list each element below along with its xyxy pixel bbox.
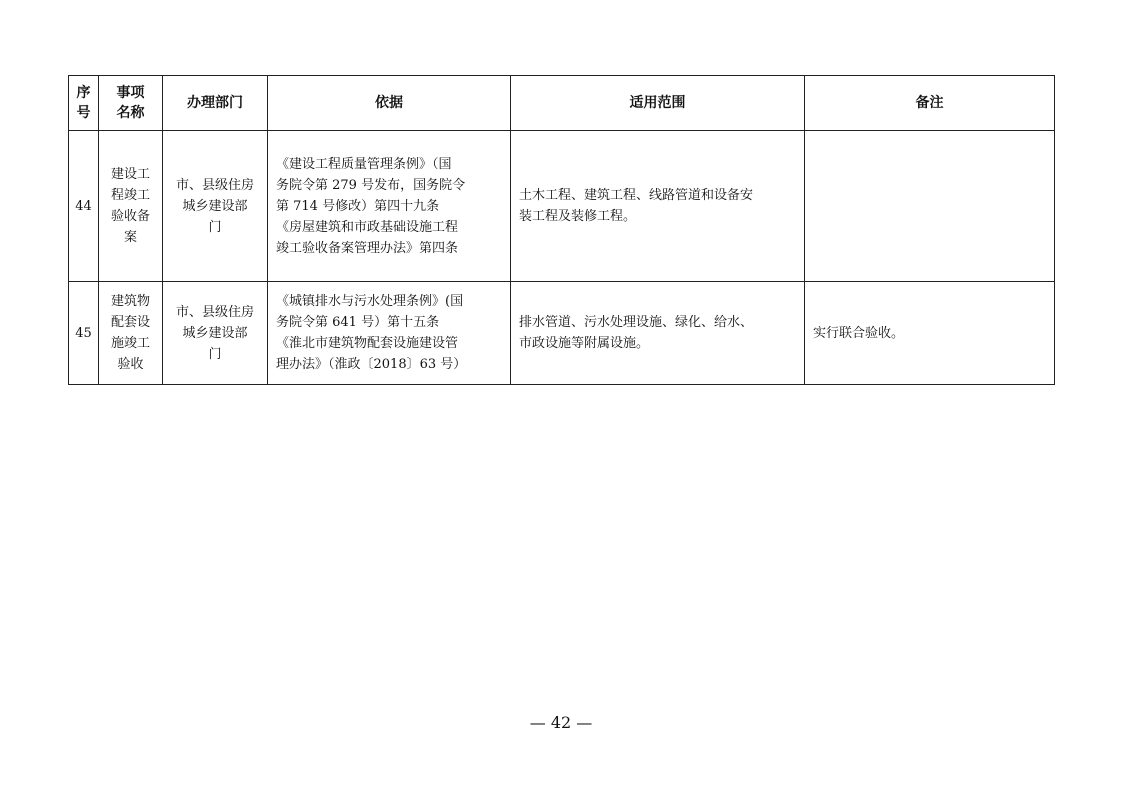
cell-line: 验收备 [110,209,150,224]
cell-note [805,131,1055,282]
cell-line: 建设工 [110,167,150,182]
cell-line: 《城镇排水与污水处理条例》(国 [276,294,464,309]
cell-basis [268,131,511,282]
cell-line: 市、县级住房 [175,304,254,320]
cell-line: 第 714 号修改）第四十九条 [276,198,440,214]
cell-line: 施竣工 [110,336,150,351]
cell-line: 实行联合验收。 [813,325,905,341]
cell-line: 市、县级住房 [175,177,254,193]
cell-line: 务院令第 641 号）第十五条 [276,315,440,330]
cell-line: 城乡建设部 [182,198,248,214]
header-seq-line: 号 [76,105,91,121]
cell-department [163,282,268,385]
cell-line: 装工程及装修工程。 [519,209,637,224]
cell-item-name [99,282,163,385]
cell-line: 《淮北市建筑物配套设施建设管 [276,336,459,351]
header-seq [69,76,99,131]
header-item-name [99,76,163,131]
header-item-name-line: 事项 [116,85,145,101]
cell-scope [511,282,805,385]
cell-line: 门 [208,346,222,362]
cell-line: 市政设施等附属设施。 [519,336,650,351]
cell-line: 建筑物 [110,294,150,309]
cell-item-name [99,131,163,282]
cell-seq: 44 [69,131,99,282]
cell-basis [268,282,511,385]
cell-line: 验收 [117,357,144,372]
header-basis: 依据 [268,76,511,131]
cell-seq: 45 [69,282,99,385]
cell-line: 排水管道、污水处理设施、绿化、给水、 [519,315,754,330]
header-seq-line: 序 [76,85,91,101]
header-note: 备注 [805,76,1055,131]
cell-line: 竣工验收备案管理办法》第四条 [276,240,459,256]
cell-line: 程竣工 [110,188,150,203]
cell-line: 理办法》（淮政〔2018〕63 号） [276,357,467,372]
header-scope: 适用范围 [511,76,805,131]
cell-line: 案 [123,230,137,245]
approval-items-table [68,75,1055,385]
cell-line: 务院令第 279 号发布，国务院令 [276,177,466,193]
cell-scope [511,131,805,282]
cell-line: 《建设工程质量管理条例》（国 [276,156,452,172]
page-number: — 42 — [529,713,593,732]
cell-line: 配套设 [110,315,150,330]
cell-line: 门 [208,219,222,235]
header-item-name-line: 名称 [116,105,145,121]
cell-line: 《房屋建筑和市政基础设施工程 [276,219,459,235]
header-department: 办理部门 [163,76,268,131]
table-row [69,282,1055,385]
cell-department [163,131,268,282]
cell-note [805,282,1055,385]
cell-line: 城乡建设部 [182,325,248,341]
cell-line: 土木工程、建筑工程、线路管道和设备安 [519,188,754,203]
table-header-row [69,76,1055,131]
table-row [69,131,1055,282]
